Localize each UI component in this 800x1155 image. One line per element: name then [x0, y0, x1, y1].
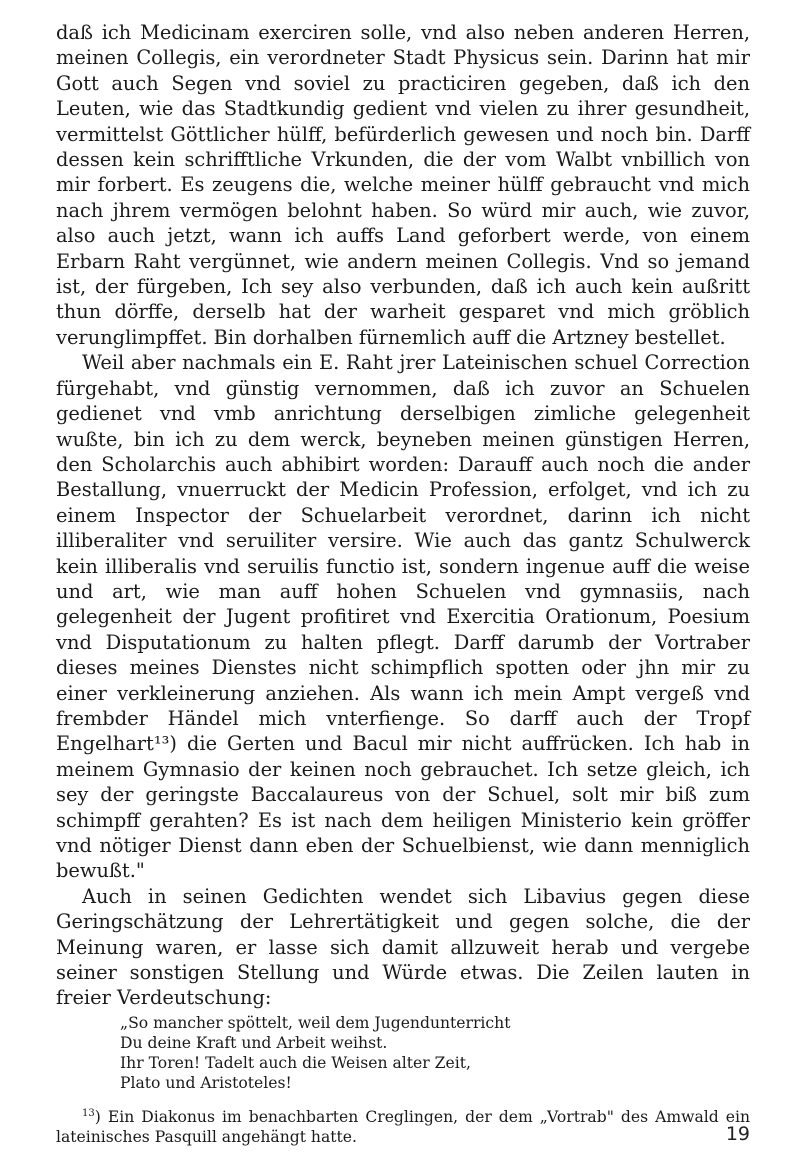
body-paragraph-3: Auch in seinen Gedichten wendet sich Libavius gegen diese Geringschätzung der Lehrertätigkeit und gegen solche, die der Meinung waren, er lasse sich damit allzuweit herab und vergebe seiner sonstigen Stellung und Würde etwas. Die Zeilen lauten in freier Verdeutschung: — [56, 884, 750, 1010]
footnote — [56, 1104, 750, 1148]
body-paragraph-2: Weil aber nachmals ein E. Raht jrer Lateinischen schuel Correction fürgehabt, vnd günstig vernommen, daß ich zuvor an Schuelen gedienet vnd vmb anrichtung derselbigen zimliche gelegenheit wußte, bin ich zu dem werck, beyneben meinen günstigen Herren, den Scholarchis auch abhibirt worden: Darauff auch noch die ander Bestallung, vnuerruckt der Medicin Profession, erfolget, vnd ich zu einem Inspector der Schuelarbeit verordnet, darinn ich nicht illiberaliter vnd seruiliter versire. Wie auch das gantz Schulwerck kein illiberalis vnd seruilis functio ist, sondern ingenue auff die weise und art, wie man auff hohen Schuelen vnd gymnasiis, nach gelegenheit der Jugent profitiret vnd Exercitia Orationum, Poesium vnd Disputationum zu halten pflegt. Darff darumb der Vortraber dieses meines Dienstes nicht schimpflich spotten oder jhn mir zu einer verkleinerung anziehen. Als wann ich mein Ampt vergeß vnd frembder Händel mich vnterfienge. So darff auch der Tropf Engelhart¹³) die Gerten und Bacul mir nicht auffrücken. Ich hab in meinem Gymnasio der keinen noch gebrauchet. Ich setze gleich, ich sey der geringste Baccalaureus von der Schuel, solt mir biß zum schimpff gerahten? Es ist nach dem heiligen Ministerio kein gröffer vnd nötiger Dienst dann eben der Schuelbienst, wie dann menniglich bewußt." — [56, 351, 750, 883]
poem-line-1: „So mancher spöttelt, weil dem Jugendunterricht — [120, 1013, 511, 1032]
footnote-text: ) Ein Diakonus im benachbarten Creglingen, der dem „Vortrab" des Amwald ein lateinisches Pasquill angehängt hatte. — [56, 1107, 750, 1147]
body-paragraph-1: daß ich Medicinam exerciren solle, vnd also neben anderen Herren, meinen Collegis, ein verordneter Stadt Physicus sein. Darinn hat mir Gott auch Segen vnd soviel zu practiciren gegeben, daß ich den Leuten, wie das Stadtkundig gedient vnd vielen zu ihrer gesundheit, vermittelst Göttlicher hülff, befürderlich gewesen und noch bin. Darff dessen kein schrifftliche Vrkunden, die der vom Walbt vnbillich von mir forbert. Es zeugens die, welche meiner hülff gebraucht vnd mich nach jhrem vermögen belohnt haben. So würd mir auch, wie zuvor, also auch jetzt, wann ich auffs Land geforbert werde, von einem Erbarn Raht vergünnet, wie andern meinen Collegis. Vnd so jemand ist, der fürgeben, Ich sey also verbunden, daß ich auch kein außritt thun dörffe, derselb hat der warheit gesparet vnd mich gröblich verunglimpffet. Bin dorhalben fürnemlich auff die Artzney bestellet. — [56, 21, 750, 349]
poem-line-2: Du deine Kraft und Arbeit weihst. — [120, 1034, 388, 1053]
page-number: 19 — [725, 1123, 750, 1145]
footnote-marker: 13 — [82, 1107, 95, 1119]
poem-line-4: Plato und Aristoteles! — [120, 1074, 292, 1093]
poem-line-3: Ihr Toren! Tadelt auch die Weisen alter Zeit, — [120, 1054, 471, 1073]
page-content — [56, 20, 750, 1148]
poem-quote — [120, 1013, 750, 1094]
